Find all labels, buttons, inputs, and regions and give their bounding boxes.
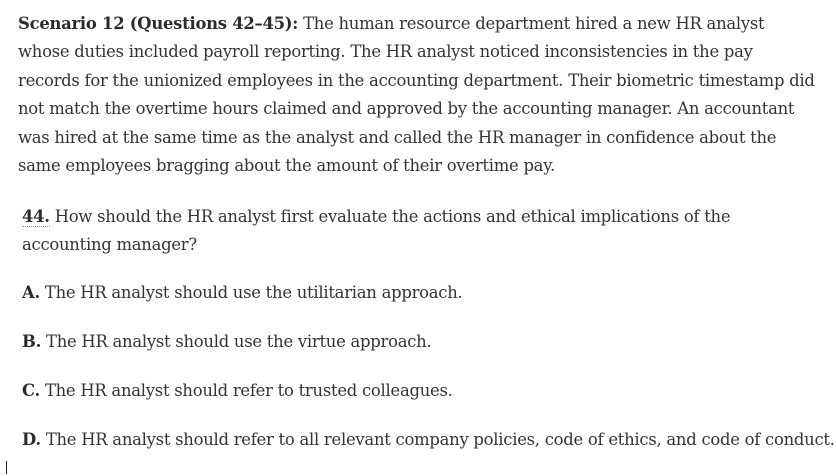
text-cursor xyxy=(6,461,7,474)
option-text: The HR analyst should use the utilitarian approach. xyxy=(44,283,463,302)
answer-option-b[interactable] xyxy=(22,331,822,353)
answer-option-a[interactable] xyxy=(22,282,822,304)
option-letter: C. xyxy=(22,381,40,400)
scenario-heading: Scenario 12 (Questions 42–45): xyxy=(18,14,299,33)
option-letter: D. xyxy=(22,430,41,449)
option-letter: A. xyxy=(22,283,40,302)
option-text: The HR analyst should use the virtue approach. xyxy=(46,332,432,351)
scenario-paragraph xyxy=(18,10,818,180)
question-text: How should the HR analyst first evaluate the actions and ethical implications of the accounting manager? xyxy=(22,207,731,255)
option-text: The HR analyst should refer to all relevant company policies, code of ethics, and code of conduct. xyxy=(45,430,835,449)
option-letter: B. xyxy=(22,332,42,351)
answer-option-d[interactable] xyxy=(22,429,835,451)
question-stem xyxy=(22,203,812,260)
answer-option-c[interactable] xyxy=(22,380,822,402)
option-text: The HR analyst should refer to trusted colleagues. xyxy=(44,381,453,400)
question-number: 44. xyxy=(22,207,50,226)
scenario-text: The human resource department hired a new HR analyst whose duties included payroll reporting. The HR analyst noticed inconsistencies in the pay records for the unionized employees in the accounting department. Their biometric timestamp did not match the overtime hours claimed and approved by the accounting manager. An accountant was hired at the same time as the analyst and called the HR manager in confidence about the same employees bragging about the amount of their overtime pay. xyxy=(18,14,815,176)
